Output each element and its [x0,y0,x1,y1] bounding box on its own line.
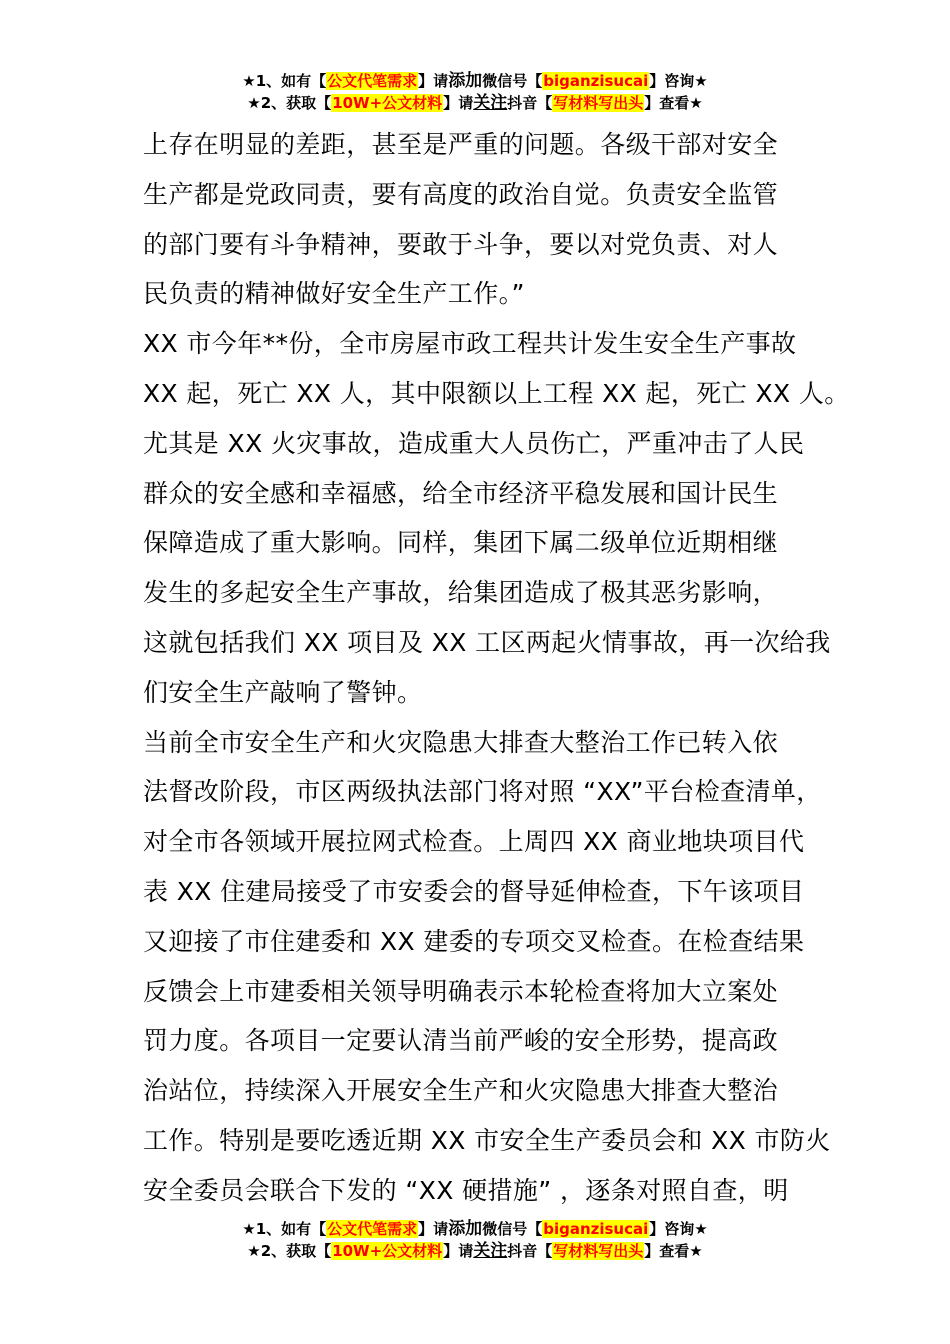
body-line: 当前全市安全生产和火灾隐患大排查大整治工作已转入依 [143,727,779,757]
body-line: 生产都是党政同责，要有高度的政治自觉。负责安全监管 [143,179,779,209]
highlight-service: 公文代笔需求 [327,1220,418,1238]
body-line: 上存在明显的差距，甚至是严重的问题。各级干部对安全 [143,130,779,159]
banner-text: 抖音【 [507,1242,553,1260]
body-line: 这就包括我们 XX 项目及 XX 工区两起火情事故，再一次给我 [143,627,831,657]
banner-emphasis: 关注 [473,93,508,113]
banner-text: ★2、获取【 [247,1242,332,1260]
banner-line-materials [0,92,950,114]
body-line: 安全委员会联合下发的 “XX 硬措施” ，逐条对照自查，明 [143,1175,789,1205]
highlight-douyin-id: 写材料写出头 [553,1242,644,1260]
body-line: 又迎接了市住建委和 XX 建委的专项交叉检查。在检查结果 [143,926,805,956]
banner-text: 】查看★ [644,94,703,112]
body-line: 工作。特别是要吃透近期 XX 市安全生产委员会和 XX 市防火 [143,1125,831,1155]
highlight-materials: 10W+公文材料 [332,94,443,112]
body-line: 尤其是 XX 火灾事故，造成重大人员伤亡，严重冲击了人民 [143,428,805,458]
body-line: 反馈会上市建委相关领导明确表示本轮检查将加大立案处 [143,976,779,1006]
banner-text: 】咨询★ [649,72,708,90]
banner-text: ★2、获取【 [247,94,332,112]
body-line: 的部门要有斗争精神，要敢于斗争，要以对党负责、对人 [143,229,779,259]
body-line: 对全市各领域开展拉网式检查。上周四 XX 商业地块项目代 [143,827,805,857]
banner-emphasis: 添加 [448,1219,483,1239]
body-line: XX 起，死亡 XX 人，其中限额以上工程 XX 起，死亡 XX 人。 [143,378,850,408]
highlight-wechat-id: biganzisucai [543,72,649,90]
banner-line-materials [0,1240,950,1262]
body-line: 治站位，持续深入开展安全生产和火灾隐患大排查大整治 [143,1076,779,1106]
body-line: 法督改阶段，市区两级执法部门将对照 “XX”平台检查清单， [143,777,822,807]
banner-line-service [0,1218,950,1240]
highlight-douyin-id: 写材料写出头 [553,94,644,112]
body-line: 们安全生产敲响了警钟。 [143,677,423,707]
body-line: 表 XX 住建局接受了市安委会的督导延伸检查，下午该项目 [143,876,805,906]
body-line: 保障造成了重大影响。同样，集团下属二级单位近期相继 [143,528,779,558]
banner-emphasis: 关注 [473,1241,508,1261]
banner-text: 】请 [443,94,474,112]
banner-text: 】请 [443,1242,474,1260]
banner-text: ★1、如有【 [242,72,327,90]
banner-text: 】查看★ [644,1242,703,1260]
highlight-service: 公文代笔需求 [327,72,418,90]
highlight-materials: 10W+公文材料 [332,1242,443,1260]
banner-emphasis: 添加 [448,71,483,91]
banner-line-service [0,70,950,92]
body-line: 民负责的精神做好安全生产工作。” [143,279,525,309]
document-body [143,120,850,1216]
banner-text: 】请 [418,1220,449,1238]
body-line: XX 市今年**份，全市房屋市政工程共计发生安全生产事故 [143,329,797,359]
banner-text: 】咨询★ [649,1220,708,1238]
highlight-wechat-id: biganzisucai [543,1220,649,1238]
header-banner [0,70,950,114]
banner-text: 微信号【 [482,72,543,90]
body-line: 群众的安全感和幸福感，给全市经济平稳发展和国计民生 [143,478,779,508]
banner-text: 】请 [418,72,449,90]
body-line: 发生的多起安全生产事故，给集团造成了极其恶劣影响， [143,578,779,608]
body-line: 罚力度。各项目一定要认清当前严峻的安全形势，提高政 [143,1026,779,1056]
banner-text: ★1、如有【 [242,1220,327,1238]
banner-text: 抖音【 [507,94,553,112]
footer-banner [0,1218,950,1262]
banner-text: 微信号【 [482,1220,543,1238]
